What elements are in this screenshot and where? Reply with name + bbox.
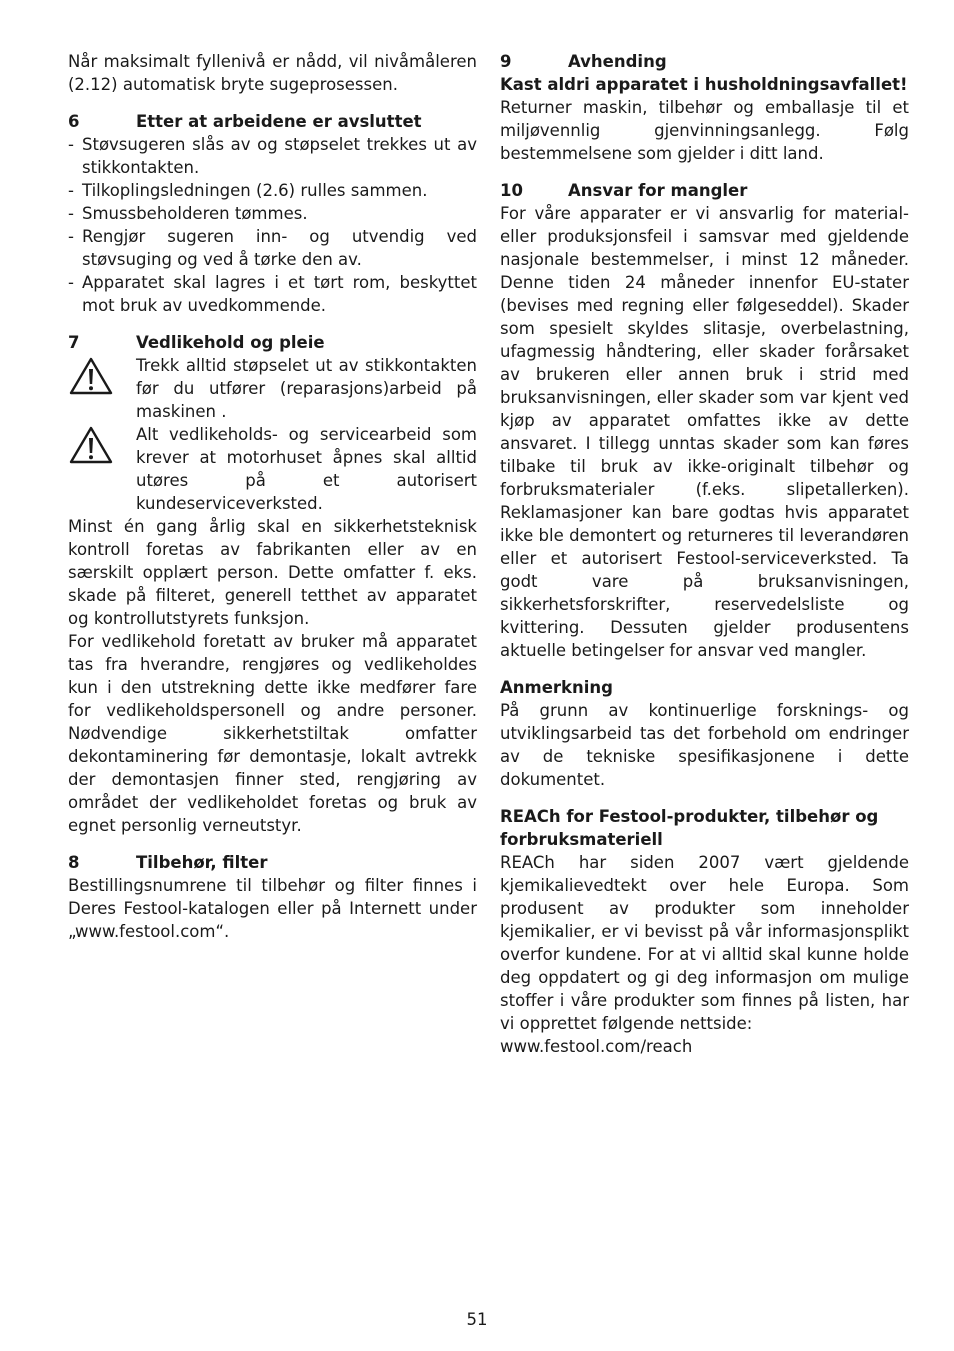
warranty-paragraph: For våre apparater er vi ansvarlig for material- eller produksjonsfeil i samsvar med gjeldende nasjonale bestemmelser, i minst 12 måneder. Denne tiden 24 måneder innenfor EU-stater (bevises med regning eller følgeseddel). Skader som spesielt skyldes slitasje, overbelastning, ufagmessig håndtering, eller skader forårsaket av brukeren eller annen bruk i strid med bruksanvisningen, eller skader som var kjent ved kjøp av apparatet omfattes ikke av dette ansvaret. I tillegg unntas skader som kan føres tilbake til bruk av ikke-originalt tilbehør og forbruksmaterialer (f.eks. slipetallerken). Reklamasjoner kan bare godtas hvis apparatet ikke ble demontert og returneres til leverandøren eller et autorisert Festool-serviceverksted. Ta godt vare på bruksanvisningen, sikkerhetsforskrifter, reservedelsliste og kvittering. Dessuten gjelder produsentens aktuelle betingelser for ansvar ved mangler. xyxy=(500,204,909,660)
section-7-title: Vedlikehold og pleie xyxy=(136,333,325,352)
list-item: - Rengjør sugeren inn- og utvendig ved støvsuging og ved å tørke den av. xyxy=(68,225,477,271)
warning-text-1: Trekk alltid støpselet ut av stikkontakten før du utfører (reparasjons)arbeid på maskinen . xyxy=(136,356,477,421)
section-7-heading xyxy=(68,331,477,354)
section-9-number: 9 xyxy=(500,52,512,71)
note-paragraph: På grunn av kontinuerlige forsknings- og utviklingsarbeid tas det forbehold om endringer av de tekniske spesifikasjonene i dette dokumentet. xyxy=(500,701,909,789)
warning-block-1 xyxy=(68,354,477,423)
section-7-number: 7 xyxy=(68,333,80,352)
section-9-title: Avhending xyxy=(568,52,667,71)
section-6-heading xyxy=(68,110,477,133)
list-item: - Støvsugeren slås av og støpselet trekkes ut av stikkontakten. xyxy=(68,133,477,179)
reach-link[interactable]: www.festool.com/reach xyxy=(500,1037,693,1056)
section-8-number: 8 xyxy=(68,853,80,872)
intro-paragraph: Når maksimalt fyllenivå er nådd, vil nivåmåleren (2.12) automatisk bryte sugeprosessen. xyxy=(68,52,477,94)
section-6 xyxy=(68,110,477,317)
reach-section xyxy=(500,805,909,1058)
section-10-title: Ansvar for mangler xyxy=(568,181,748,200)
warning-triangle-icon xyxy=(68,354,136,402)
list-item: - Tilkoplingsledningen (2.6) rulles sammen. xyxy=(68,179,477,202)
section-6-title: Etter at arbeidene er avsluttet xyxy=(136,112,422,131)
section-9-heading xyxy=(500,50,909,73)
section-8-title: Tilbehør, filter xyxy=(136,853,268,872)
warning-block-2 xyxy=(68,423,477,515)
accessories-paragraph: Bestillingsnumrene til tilbehør og filter finnes i Deres Festool-katalogen eller på Internett under „www.festool.com“. xyxy=(68,876,477,941)
disposal-paragraph: Returner maskin, tilbehør og emballasje til et miljøvennlig gjenvinningsanlegg. Følg bestemmelsene som gjelder i ditt land. xyxy=(500,98,909,163)
warning-text-2: Alt vedlikeholds- og servicearbeid som krever at motorhuset åpnes skal alltid utøres på et autorisert kundeserviceverksted. xyxy=(136,425,477,513)
section-7 xyxy=(68,331,477,837)
note-heading: Anmerkning xyxy=(500,678,613,697)
after-work-list xyxy=(68,133,477,317)
note-section xyxy=(500,676,909,791)
section-8 xyxy=(68,851,477,943)
left-column xyxy=(68,50,477,943)
disposal-warning: Kast aldri apparatet i husholdningsavfallet! xyxy=(500,75,908,94)
section-9 xyxy=(500,50,909,165)
section-10-heading xyxy=(500,179,909,202)
maintenance-paragraph-1: Minst én gang årlig skal en sikkerhetsteknisk kontroll foretas av fabrikanten eller av en særskilt opplært person. Dette omfatter f. eks. skade på filteret, generell tetthet av apparatet og kontrollutstyrets funksjon. xyxy=(68,517,477,628)
warning-triangle-icon xyxy=(68,423,136,471)
reach-heading: REACh for Festool-produkter, tilbehør og forbruksmateriell xyxy=(500,807,879,849)
section-10 xyxy=(500,179,909,662)
section-10-number: 10 xyxy=(500,181,523,200)
page-number: 51 xyxy=(466,1310,488,1329)
section-8-heading xyxy=(68,851,477,874)
right-column xyxy=(500,50,909,1058)
maintenance-paragraph-2: For vedlikehold foretatt av bruker må apparatet tas fra hverandre, rengjøres og vedlikeholdes kun i den utstrekning dette ikke medfører fare for vedlikeholdspersonell og andre personer. Nødvendige sikkerhetstiltak omfatter dekontaminering før demontasje, lokalt avtrekk der demontasjen finner sted, rengjøring av området der vedlikeholdet foretas og bruk av egnet personlig verneutstyr. xyxy=(68,632,477,835)
section-6-number: 6 xyxy=(68,112,80,131)
reach-paragraph: REACh har siden 2007 vært gjeldende kjemikalievedtekt over hele Europa. Som produsent av produkter som inneholder kjemikalier, er vi bevisst på vår informasjonsplikt overfor kundene. For at vi alltid skal kunne holde deg oppdatert og gi deg informasjon om mulige stoffer i våre produkter som finnes på listen, har vi opprettet følgende nettside: xyxy=(500,853,909,1033)
list-item: - Smussbeholderen tømmes. xyxy=(68,202,477,225)
list-item: - Apparatet skal lagres i et tørt rom, beskyttet mot bruk av uvedkommende. xyxy=(68,271,477,317)
